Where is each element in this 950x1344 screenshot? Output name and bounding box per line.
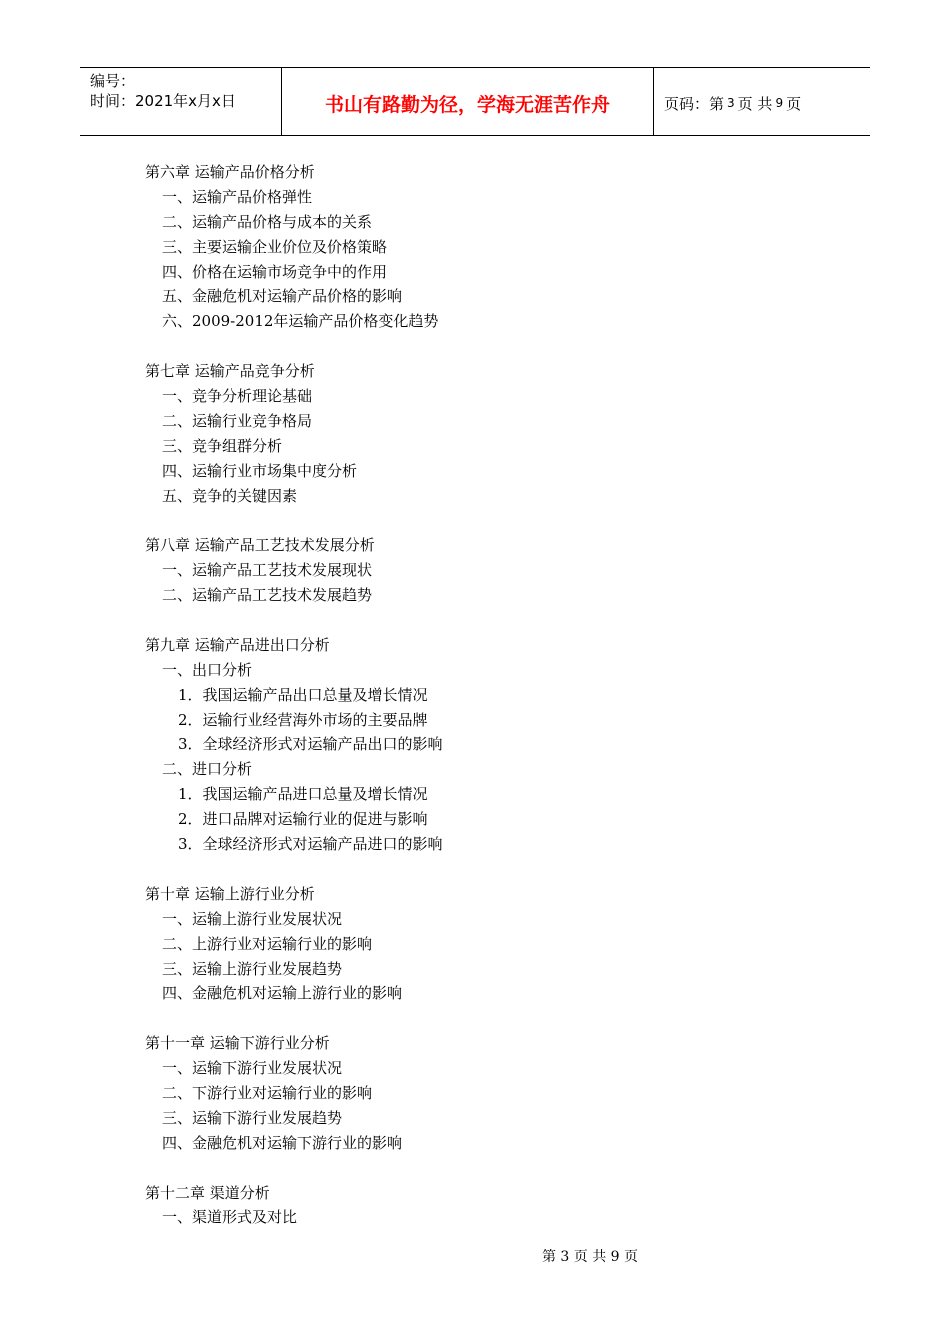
toc-chapter: 第六章 运输产品价格分析 <box>145 163 315 181</box>
toc-section: 一、运输产品价格弹性 <box>162 187 313 206</box>
toc-item: 2．进口品牌对运输行业的促进与影响 <box>178 810 428 829</box>
header-page-number <box>654 68 870 135</box>
toc-item: 1．我国运输产品出口总量及增长情况 <box>178 685 428 704</box>
toc-section: 一、竞争分析理论基础 <box>162 387 313 406</box>
toc-section: 四、价格在运输市场竞争中的作用 <box>162 262 388 281</box>
toc-spacer <box>145 857 845 882</box>
header-meta-cell <box>80 68 282 135</box>
page-total: 9 <box>775 96 784 110</box>
toc-section: 三、竞争组群分析 <box>162 436 283 455</box>
toc-spacer <box>145 508 845 533</box>
toc-section: 四、运输行业市场集中度分析 <box>162 461 358 480</box>
toc-chapter: 第十二章 渠道分析 <box>145 1183 270 1202</box>
toc-chapter: 第九章 运输产品进出口分析 <box>145 635 330 654</box>
page-current: 3 <box>727 96 735 110</box>
toc-section: 三、主要运输企业价位及价格策略 <box>162 237 388 256</box>
toc-spacer <box>145 608 845 633</box>
toc-section: 四、金融危机对运输上游行业的影响 <box>162 984 403 1003</box>
header-motto: 书山有路勤为径，学海无涯苦作舟 <box>282 68 654 135</box>
toc-spacer <box>145 334 845 359</box>
table-of-contents <box>145 160 845 1230</box>
toc-spacer <box>145 1156 845 1181</box>
toc-section: 二、上游行业对运输行业的影响 <box>162 934 373 953</box>
toc-section: 二、运输产品工艺技术发展趋势 <box>162 586 373 605</box>
toc-section: 二、运输行业竞争格局 <box>162 411 313 430</box>
toc-chapter: 第十一章 运输下游行业分析 <box>145 1034 330 1053</box>
toc-section: 一、出口分析 <box>162 660 253 679</box>
page-prefix: 页码：第 <box>664 94 725 113</box>
toc-item: 3．全球经济形式对运输产品出口的影响 <box>178 735 443 754</box>
toc-section: 一、运输产品工艺技术发展现状 <box>162 561 373 580</box>
toc-section: 一、运输上游行业发展状况 <box>162 909 343 928</box>
toc-section: 六、2009-2012年运输产品价格变化趋势 <box>162 312 439 331</box>
toc-section: 三、运输下游行业发展趋势 <box>162 1108 343 1127</box>
toc-section: 五、竞争的关键因素 <box>162 486 298 505</box>
time-label: 时间：2021年x月x日 <box>90 92 236 110</box>
page-footer: 第 3 页 共 9 页 <box>541 1249 639 1265</box>
toc-section: 一、渠道形式及对比 <box>162 1208 298 1227</box>
page-suffix: 页 <box>786 94 802 113</box>
toc-spacer <box>145 1006 845 1031</box>
toc-section: 三、运输上游行业发展趋势 <box>162 959 343 978</box>
toc-chapter: 第八章 运输产品工艺技术发展分析 <box>145 536 375 555</box>
page-header <box>80 67 870 136</box>
toc-chapter: 第七章 运输产品竞争分析 <box>145 362 315 381</box>
toc-item: 2．运输行业经营海外市场的主要品牌 <box>178 710 428 729</box>
toc-item: 1．我国运输产品进口总量及增长情况 <box>178 785 428 804</box>
toc-section: 二、运输产品价格与成本的关系 <box>162 212 373 231</box>
toc-section: 二、下游行业对运输行业的影响 <box>162 1083 373 1102</box>
toc-section: 一、运输下游行业发展状况 <box>162 1059 343 1078</box>
page-mid: 页 共 <box>737 94 773 113</box>
toc-chapter: 第十章 运输上游行业分析 <box>145 884 315 903</box>
serial-label: 编号： <box>90 72 136 90</box>
toc-item: 3．全球经济形式对运输产品进口的影响 <box>178 835 443 854</box>
toc-section: 四、金融危机对运输下游行业的影响 <box>162 1133 403 1152</box>
toc-section: 五、金融危机对运输产品价格的影响 <box>162 287 403 306</box>
toc-section: 二、进口分析 <box>162 760 253 779</box>
